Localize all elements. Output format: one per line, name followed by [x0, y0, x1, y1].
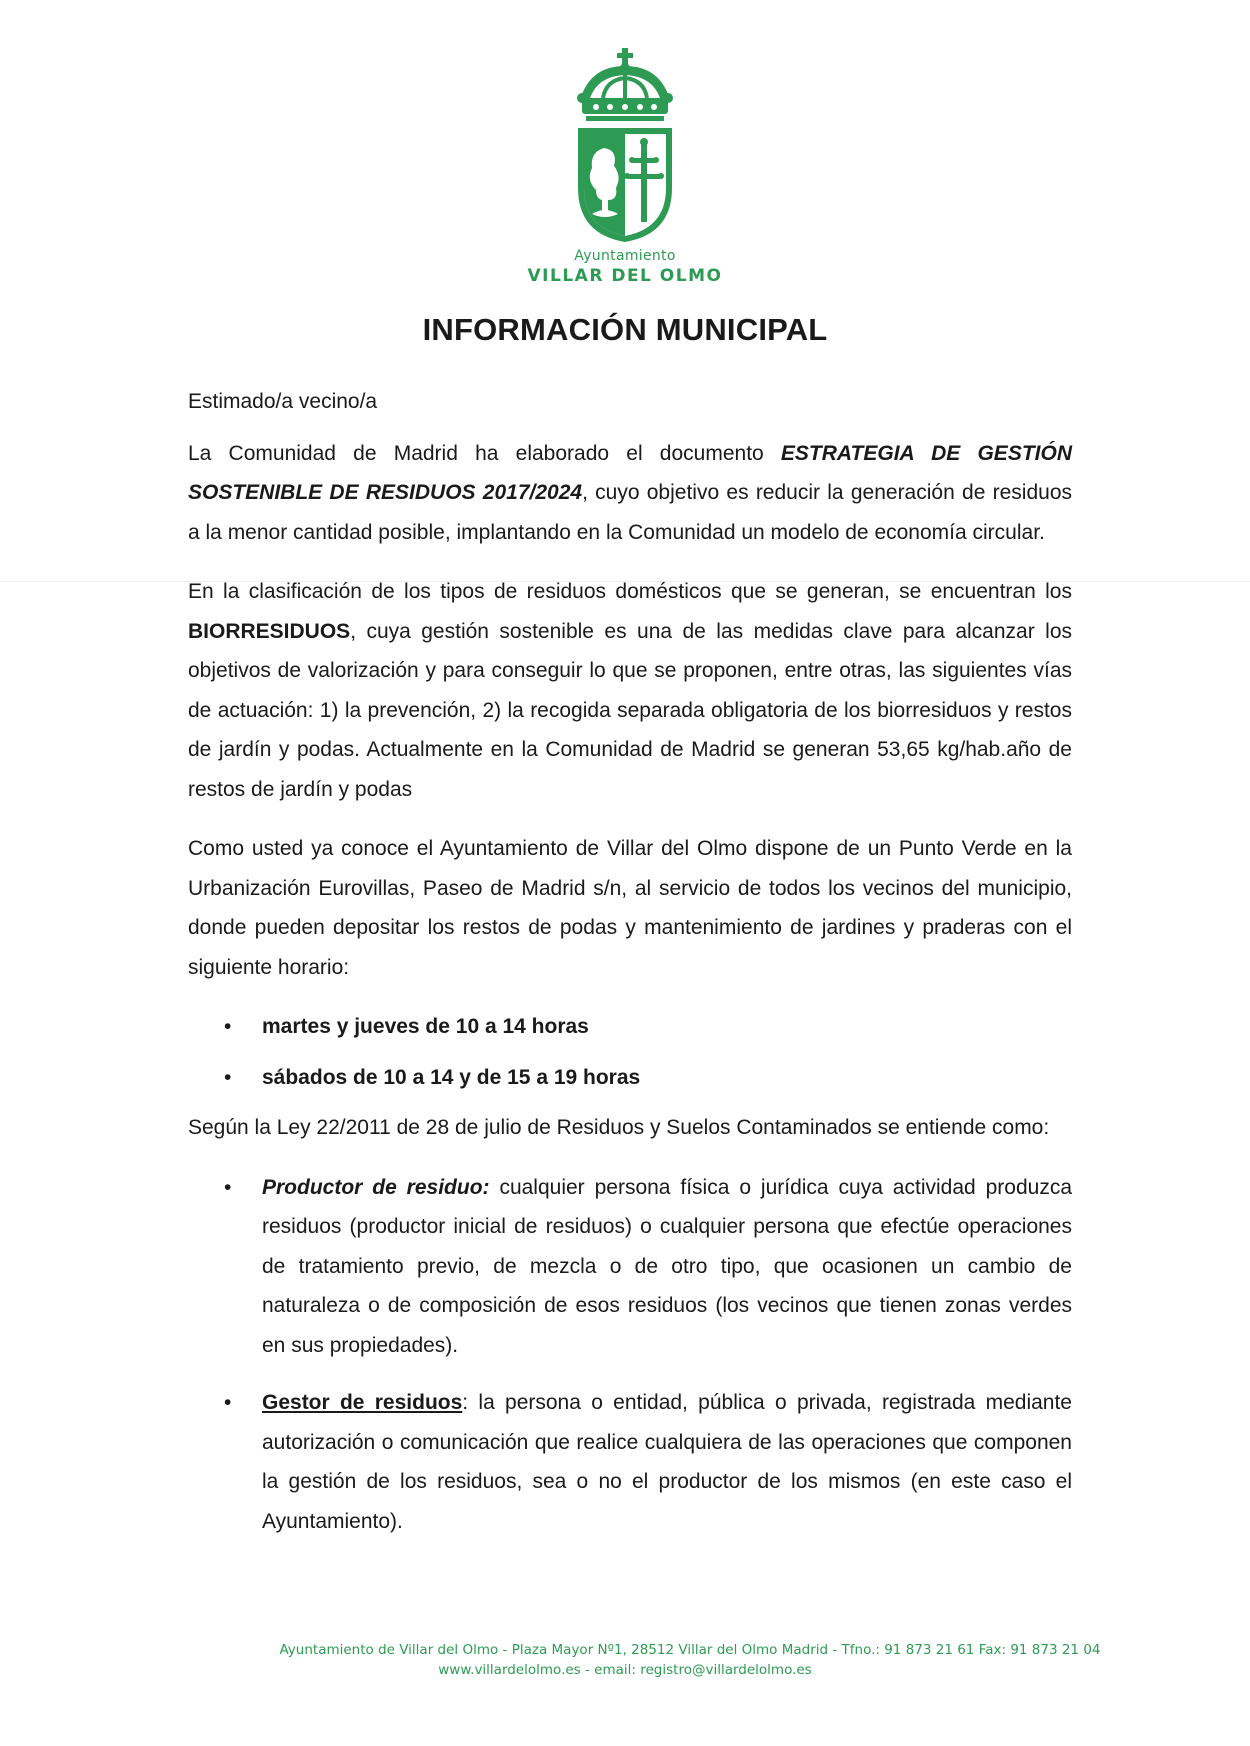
bullet-icon: •	[224, 1175, 232, 1199]
schedule-item	[188, 1058, 1072, 1098]
definition-text: cualquier persona física o jurídica cuya actividad produzca residuos (productor inicial de residuos) o cualquier persona que efectúe operaciones de tratamiento previo, de mezcla o de otro tipo, que ocasionen un cambio de naturaleza o de composición de esos residuos (los vecinos que tienen zonas verdes en sus propiedades).	[262, 1175, 1072, 1357]
paragraph-green-point: Como usted ya conoce el Ayuntamiento de Villar del Olmo dispone de un Punto Verde en la Urbanización Eurovillas, Paseo de Madrid s/n, al servicio de todos los vecinos del municipio, donde pueden depositar los restos de podas y mantenimiento de jardines y praderas con el siguiente horario:	[188, 837, 1072, 979]
letter-body	[188, 382, 1072, 1559]
biowaste-term: BIORRESIDUOS	[188, 619, 351, 643]
definition-separator: :	[482, 1175, 490, 1199]
paragraph-biowaste	[188, 572, 1072, 809]
municipal-logo	[0, 48, 1250, 286]
footer-address: Ayuntamiento de Villar del Olmo - Plaza Mayor Nº1, 28512 Villar del Olmo Madrid - Tfno.: 91 873 21 61 Fax: 91 873 21 04	[279, 1642, 1101, 1658]
schedule-item	[188, 1007, 1072, 1047]
schedule-item-text: sábados de 10 a 14 y de 15 a 19 horas	[262, 1065, 641, 1089]
definition-text: la persona o entidad, pública o privada, registrada mediante autorización o comunicación que realice cualquiera de las operaciones que componen la gestión de los residuos, sea o no el productor de los mismos (en este caso el Ayuntamiento).	[262, 1391, 1072, 1533]
page-title: INFORMACIÓN MUNICIPAL	[422, 312, 828, 347]
page-footer	[0, 1640, 1250, 1680]
paragraph-biowaste-pre: En la clasificación de los tipos de residuos domésticos que se generan, se encuentran los	[188, 580, 1072, 603]
paragraph-strategy-pre: La Comunidad de Madrid ha elaborado el documento	[188, 441, 781, 465]
strategy-document-name: ESTRATEGIA DE GESTIÓN SOSTENIBLE DE RESIDUOS 2017/2024	[188, 441, 1072, 504]
paragraph-law: Según la Ley 22/2011 de 28 de julio de Residuos y Suelos Contaminados se entiende como:	[188, 1116, 1050, 1139]
schedule-item-text: martes y jueves de 10 a 14 horas	[262, 1015, 589, 1038]
bullet-icon: •	[224, 1391, 232, 1414]
definition-separator: :	[462, 1391, 469, 1414]
paragraph-strategy-post: , cuyo objetivo es reducir la generación de residuos a la menor cantidad posible, implantando en la Comunidad un modelo de economía circular.	[188, 481, 1072, 544]
schedule-list	[188, 1007, 1072, 1097]
definition-item	[188, 1168, 1072, 1366]
definition-term: Productor de residuo	[262, 1175, 483, 1199]
logo-label: Ayuntamiento	[574, 248, 676, 264]
bullet-icon: •	[224, 1015, 232, 1038]
bullet-icon: •	[224, 1065, 232, 1089]
definitions-list	[188, 1168, 1072, 1542]
definition-term: Gestor de residuos	[262, 1391, 463, 1414]
greeting: Estimado/a vecino/a	[188, 390, 378, 413]
footer-contact: www.villardelolmo.es - email: registro@villardelolmo.es	[438, 1662, 812, 1678]
logo-name: VILLAR DEL OLMO	[527, 266, 723, 286]
paragraph-strategy	[188, 434, 1072, 553]
definition-item	[188, 1383, 1072, 1541]
paragraph-biowaste-post: , cuya gestión sostenible es una de las medidas clave para alcanzar los objetivos de valorización y para conseguir lo que se proponen, entre otras, las siguientes vías de actuación: 1) la prevención, 2) la recogida separada obligatoria de los biorresiduos y restos de jardín y podas. Actualmente en la Comunidad de Madrid se generan 53,65 kg/hab.año de restos de jardín y podas	[188, 619, 1072, 801]
coat-of-arms-icon	[570, 48, 680, 244]
